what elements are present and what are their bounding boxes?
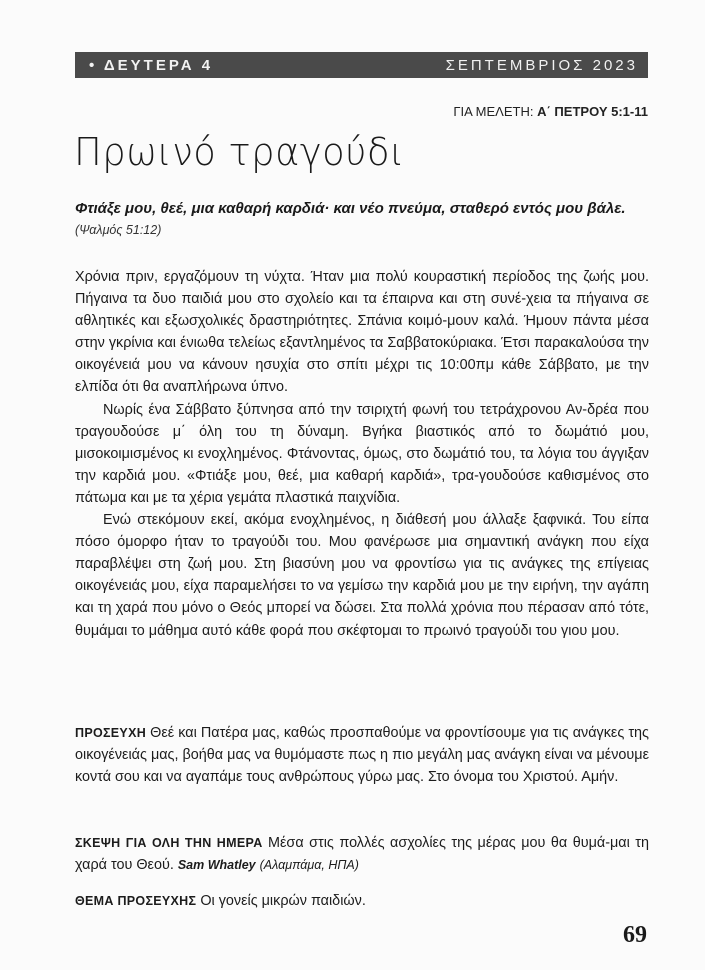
author-name: Sam Whatley [177,858,256,873]
author-location: (Αλαμπάμα, ΗΠΑ) [259,858,359,873]
reading-passage: Α΄ ΠΕΤΡΟΥ 5:1-11 [537,104,648,119]
prayer-label: ΠΡΟΣΕΥΧΗ [75,726,147,740]
header-month: ΣΕΠΤΕΜΒΡΙΟΣ 2023 [445,56,638,74]
thought-label: ΣΚΕΨΗ ΓΙΑ ΟΛΗ ΤΗΝ ΗΜΕΡΑ [75,836,263,850]
prayer-topic-label: ΘΕΜΑ ΠΡΟΣΕΥΧΗΣ [75,894,197,908]
body-paragraph: Χρόνια πριν, εργαζόμουν τη νύχτα. Ήταν μια πολύ κουραστική περίοδος της ζωής μου. Πήγαινα τα δυο παιδιά μου στο σχολείο και τα έπαιρνα και στη συνέ-χεια τα πήγαινα σε αθλητικές και εξωσχολικές δραστηριότητες. Σπάνια κοιμό-μουν καλά. Ήμουν πάντα μέσα στην γκρίνια και ένιωθα τελείως εξαντλημένος τα Σαββατοκύριακα. Έτσι παρακαλούσα την οικογένειά μου να κάνουν ησυχία στο σπίτι μέχρι τις 10:00πμ κάθε Σάββατο, με την ελπίδα ότι θα αναπλήρωνα ύπνο. [75,269,649,396]
prayer-topic-text: Οι γονείς μικρών παιδιών. [200,893,366,909]
header-day: • ΔΕΥΤΕΡΑ 4 [89,56,214,74]
devotional-body [75,266,649,642]
body-paragraph: Νωρίς ένα Σάββατο ξύπνησα από την τσιριχτή φωνή του τετράχρονου Αν-δρέα που τραγουδούσε μ΄ όλη του τη δύναμη. Βγήκα βιαστικός από το δωμάτιό μου, μισοκοιμισμένος κι ενοχλημένος. Φτάνοντας, όμως, στο δωμάτιό του, τα λόγια του άγγιξαν την καρδιά μου. «Φτιάξε μου, θεέ, μια καθαρή καρδιά», τρα-γουδούσε καθισμένος στο πάτωμα και με τα χέρια γεμάτα πλαστικά παιχνίδια. [75,401,649,506]
header-bar [75,52,648,78]
reading-label: ΓΙΑ ΜΕΛΕΤΗ: [453,104,534,119]
key-verse: Φτιάξε μου, θεέ, μια καθαρή καρδιά· και νέο πνεύμα, σταθερό εντός μου βάλε. [75,200,626,217]
thought-section [75,832,649,876]
page-number: 69 [623,922,647,948]
thought-text: Μέσα στις πολλές ασχολίες της μέρας μου θα θυμά-μαι τη χαρά του Θεού. [75,835,649,874]
key-verse-reference: (Ψαλμός 51:12) [75,223,162,237]
prayer-text: Θεέ και Πατέρα μας, καθώς προσπαθούμε να φροντίσουμε για τις ανάγκες της οικογένειάς μας, βοήθα μας να θυμόμαστε πως η πιο μεγάλη μας ανάγκη είναι να μένουμε κοντά σου και να αγαπάμε τους ανθρώπους γύρω μας. Στο όνομα του Χριστού. Αμήν. [75,725,649,786]
body-paragraph: Ενώ στεκόμουν εκεί, ακόμα ενοχλημένος, η διάθεσή μου άλλαξε ξαφνικά. Του είπα πόσο όμορφο ήταν το τραγούδι του. Μου φανέρωσε μια σημαντική ανάγκη που είχα παραβλέψει στη ζωή μου. Στη βιασύνη μου να φροντίσω για τις ανάγκες της επίγειας οικογένειάς μου, είχα παραμελήσει το να γεμίσω την καρδιά μου με την ειρήνη, την αγάπη και τη χαρά που μόνο ο Θεός μπορεί να δώσει. Στα πολλά χρόνια που πέρασαν από τότε, θυμάμαι το μάθημα αυτό κάθε φορά που σκέφτομαι το πρωινό τραγούδι του γιου μου. [75,512,649,639]
page-title: Πρωινό τραγούδι [74,130,405,174]
prayer-section [75,722,649,788]
prayer-topic-section [75,890,649,912]
reading-reference [453,104,648,119]
